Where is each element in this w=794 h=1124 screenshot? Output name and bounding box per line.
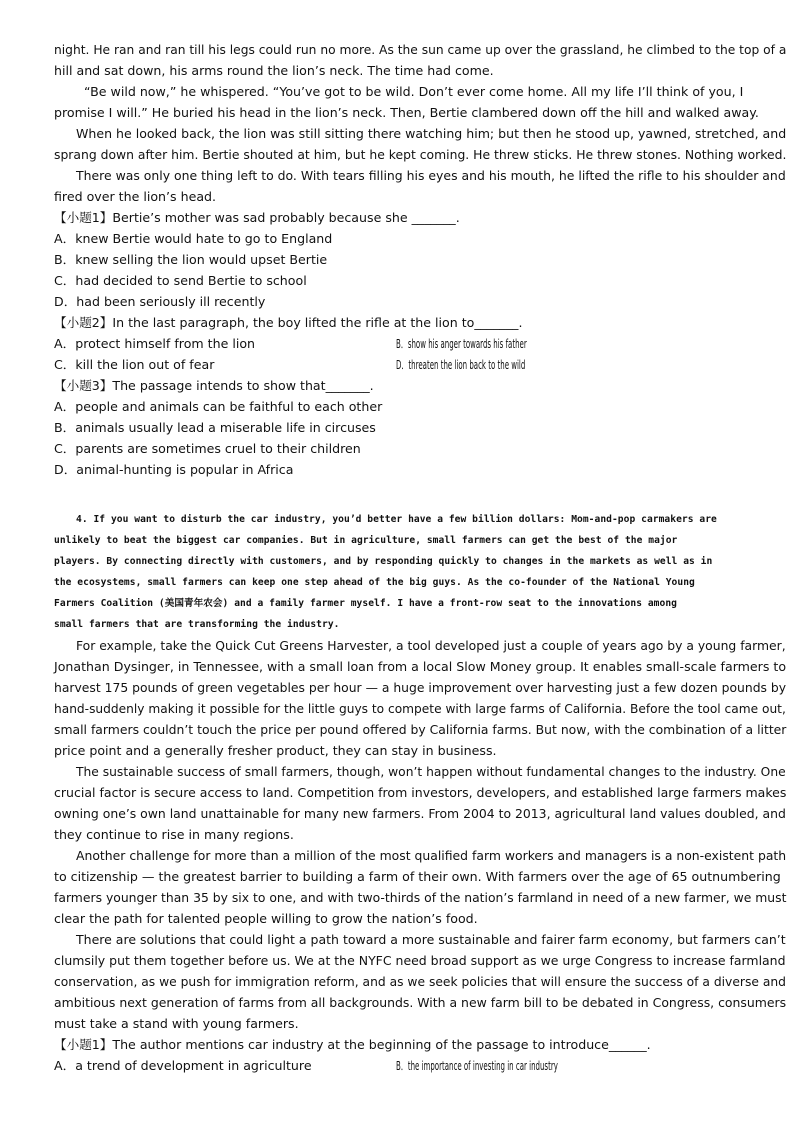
option-a: A．a trend of development in agriculture bbox=[54, 1058, 312, 1073]
story-line: sprang down after him. Bertie shouted at him, but he kept coming. He threw sticks. He threw stones. Nothing worked. bbox=[54, 147, 787, 162]
option-c: C．kill the lion out of fear bbox=[54, 357, 215, 372]
story-line: When he looked back, the lion was still sitting there watching him; but then he stood up, yawned, stretched, and bbox=[76, 126, 787, 141]
passage-intro-line: unlikely to beat the biggest car companies. But in agriculture, small farmers can get the best of the major bbox=[54, 535, 678, 546]
passage-line: clumsily put them together before us. We at the NYFC need broad support as we urge Congress to increase farmland bbox=[54, 953, 786, 968]
story-line: fired over the lion’s head. bbox=[54, 189, 217, 204]
passage-line: The sustainable success of small farmers, though, won’t happen without fundamental changes to the industry. One bbox=[76, 764, 786, 779]
passage-line: they continue to rise in many regions. bbox=[54, 827, 294, 842]
option-b: B．knew selling the lion would upset Bertie bbox=[54, 252, 328, 267]
passage-line: to citizenship — the greatest barrier to building a farm of their own. With farmers over the age of 65 outnumbering bbox=[54, 869, 781, 884]
story-line: There was only one thing left to do. With tears filling his eyes and his mouth, he lifted the rifle to his shoulder and bbox=[76, 168, 786, 183]
passage-intro-line: the ecosystems, small farmers can keep one step ahead of the big guys. As the co-founder of the National Young bbox=[54, 577, 695, 588]
story-line: promise I will.” He buried his head in the lion’s neck. Then, Bertie clambered down off the hill and walked away. bbox=[54, 105, 759, 120]
question-stem: 【小题2】In the last paragraph, the boy lifted the rifle at the lion to_______. bbox=[54, 315, 523, 330]
option-a: A．knew Bertie would hate to go to England bbox=[54, 231, 333, 246]
passage-line: For example, take the Quick Cut Greens Harvester, a tool developed just a couple of years ago by a young farmer, bbox=[76, 638, 786, 653]
option-d: D．animal-hunting is popular in Africa bbox=[54, 462, 294, 477]
option-a: A．protect himself from the lion bbox=[54, 336, 256, 351]
option-c: C．parents are sometimes cruel to their children bbox=[54, 441, 361, 456]
passage-line: small farmers couldn’t touch the price per pound offered by California farms. But now, with the combination of a litter bbox=[54, 722, 787, 737]
passage-line: hand-suddenly making it possible for the little guys to compete with large farms of California. Before the tool came out, bbox=[54, 701, 786, 716]
passage-intro-line: 4. If you want to disturb the car industry, you’d better have a few billion dollars: Mom-and-pop carmakers are bbox=[76, 514, 717, 525]
option-a: A．people and animals can be faithful to each other bbox=[54, 399, 383, 414]
passage-line: harvest 175 pounds of green vegetables per hour — a huge improvement over harvesting just a few dozen pounds by bbox=[54, 680, 787, 695]
question-stem: 【小题3】The passage intends to show that_______. bbox=[54, 378, 374, 393]
passage-intro-line: small farmers that are transforming the industry. bbox=[54, 619, 340, 630]
passage-line: crucial factor is secure access to land. Competition from investors, developers, and established large farmers makes bbox=[54, 785, 787, 800]
passage-line: conservation, as we push for immigration reform, and as we seek policies that will ensure the success of a diverse and bbox=[54, 974, 786, 989]
passage-line: owning one’s own land unattainable for many new farmers. From 2004 to 2013, agricultural land values doubled, and bbox=[54, 806, 786, 821]
question-stem: 【小题1】Bertie’s mother was sad probably because she _______. bbox=[54, 210, 460, 225]
option-b: B．animals usually lead a miserable life in circuses bbox=[54, 420, 376, 435]
passage-line: must take a stand with young farmers. bbox=[54, 1016, 299, 1031]
story-line: hill and sat down, his arms round the lion’s neck. The time had come. bbox=[54, 63, 494, 78]
option-d: D．had been seriously ill recently bbox=[54, 294, 266, 309]
passage-line: farmers younger than 35 by six to one, and with two-thirds of the nation’s farmland in need of a new farmer, we must bbox=[54, 890, 787, 905]
passage-line: There are solutions that could light a path toward a more sustainable and fairer farm economy, but farmers can’t bbox=[76, 932, 786, 947]
passage-line: Jonathan Dysinger, in Tennessee, with a small loan from a local Slow Money group. It enables small-scale farmers to bbox=[54, 659, 787, 674]
passage-line: clear the path for talented people willing to grow the nation’s food. bbox=[54, 911, 478, 926]
passage-intro-line: players. By connecting directly with customers, and by responding quickly to changes in the markets as well as in bbox=[54, 556, 713, 567]
passage-line: price point and a generally fresher product, they can stay in business. bbox=[54, 743, 497, 758]
option-b: B．the importance of investing in car industry bbox=[396, 1058, 558, 1073]
story-line: night. He ran and ran till his legs could run no more. As the sun came up over the grassland, he climbed to the top of a bbox=[54, 42, 787, 57]
option-c: C．had decided to send Bertie to school bbox=[54, 273, 307, 288]
option-d: D．threaten the lion back to the wild bbox=[396, 357, 526, 372]
question-stem: 【小题1】The author mentions car industry at the beginning of the passage to introduce______. bbox=[54, 1037, 651, 1052]
passage-intro-line: Farmers Coalition (美国青年农会) and a family farmer myself. I have a front-row seat to the innovations among bbox=[54, 598, 677, 609]
passage-line: Another challenge for more than a million of the most qualified farm workers and managers is a non-existent path bbox=[76, 848, 787, 863]
option-b: B．show his anger towards his father bbox=[396, 336, 527, 351]
passage-line: ambitious next generation of farms from all backgrounds. With a new farm bill to be debated in Congress, consumers bbox=[54, 995, 787, 1010]
story-line: “Be wild now,” he whispered. “You’ve got to be wild. Don’t ever come home. All my life I’ll think of you, I bbox=[84, 84, 744, 99]
